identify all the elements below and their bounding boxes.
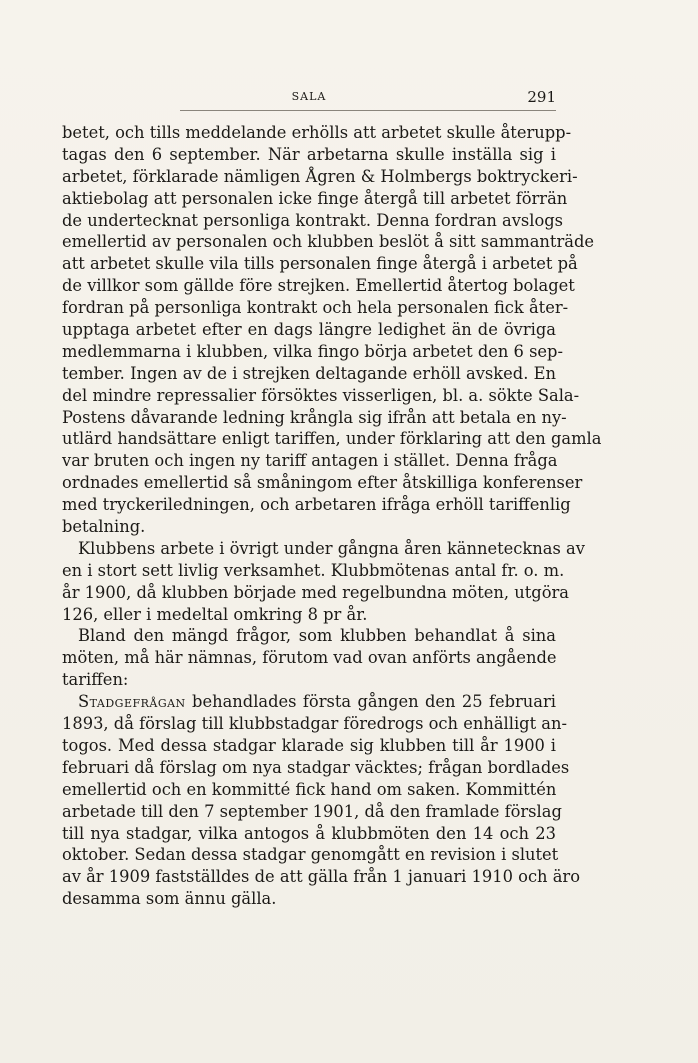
text-line: ordnades emellertid så småningom efter åtskilliga konferenser (62, 473, 583, 493)
text-line: tember. Ingen av de i strejken deltagande erhöll avsked. En (62, 363, 556, 383)
text-line: med tryckeriledningen, och arbetaren ifråga erhöll tariffenlig (62, 495, 571, 515)
text-line: arbetet, förklarade nämligen Ågren & Holmbergs boktryckeri- (62, 166, 578, 186)
text-line: år 1900, då klubben började med regelbundna möten, utgöra (62, 582, 569, 602)
text-line: var bruten och ingen ny tariff antagen i stället. Denna fråga (62, 451, 558, 471)
text-line: tagas den 6 september. När arbetarna skulle inställa sig i (62, 144, 556, 164)
header-rule (180, 110, 556, 111)
text-line: februari då förslag om nya stadgar väcktes; frågan bordlades (62, 757, 570, 777)
text-line: del mindre repressalier försöktes visserligen, bl. a. sökte Sala- (62, 385, 580, 405)
text-line: arbetade till den 7 september 1901, då den framlade förslag (62, 801, 562, 821)
text-line: togos. Med dessa stadgar klarade sig klubben till år 1900 i (62, 735, 556, 755)
body-text (62, 122, 602, 910)
running-title: SALA (291, 90, 327, 103)
text-line: upptaga arbetet efter en dags längre ledighet än de övriga (62, 320, 556, 340)
text-line: Bland den mängd frågor, som klubben behandlat å sina (78, 626, 556, 646)
section-heading-line (62, 691, 556, 713)
text-line: av år 1909 fastställdes de att gälla från 1 januari 1910 och äro (62, 867, 581, 887)
text-line: möten, må här nämnas, förutom vad ovan anförts angående (62, 648, 557, 668)
text-line: oktober. Sedan dessa stadgar genomgått en revision i slutet (62, 845, 559, 865)
text-line: emellertid och en kommitté fick hand om saken. Kommittén (62, 779, 557, 799)
section-term: Stadgefrågan (78, 692, 186, 712)
text-line: 1893, då förslag till klubbstadgar föredrogs och enhälligt an- (62, 714, 567, 734)
text-line: de undertecknat personliga kontrakt. Denna fordran avslogs (62, 210, 564, 230)
text-line: medlemmarna i klubben, vilka fingo börja arbetet den 6 sep- (62, 341, 563, 361)
text-line: tariffen: (62, 670, 129, 690)
text-line: aktiebolag att personalen icke finge återgå till arbetet förrän (62, 188, 568, 208)
text-line: utlärd handsättare enligt tariffen, under förklaring att den gamla (62, 429, 602, 449)
page-number: 291 (527, 88, 556, 106)
text-line: Postens dåvarande ledning krångla sig ifrån att betala en ny- (62, 407, 567, 427)
text-fragment: behandlades första gången den 25 februari (192, 692, 556, 712)
text-line: till nya stadgar, vilka antogos å klubbmöten den 14 och 23 (62, 823, 556, 843)
text-line: Klubbens arbete i övrigt under gångna åren kännetecknas av (78, 538, 585, 558)
text-line: att arbetet skulle vila tills personalen finge återgå i arbetet på (62, 254, 578, 274)
text-line: betalning. (62, 517, 146, 537)
text-line: en i stort sett livlig verksamhet. Klubbmötenas antal fr. o. m. (62, 560, 565, 580)
running-header (62, 88, 556, 112)
text-line: fordran på personliga kontrakt och hela personalen fick åter- (62, 298, 569, 318)
text-line: betet, och tills meddelande erhölls att arbetet skulle återupp- (62, 123, 572, 142)
text-line: desamma som ännu gälla. (62, 889, 277, 909)
text-line: emellertid av personalen och klubben beslöt å sitt sammanträde (62, 232, 595, 252)
text-line: 126, eller i medeltal omkring 8 pr år. (62, 604, 368, 624)
text-line: de villkor som gällde före strejken. Emellertid återtog bolaget (62, 276, 575, 296)
